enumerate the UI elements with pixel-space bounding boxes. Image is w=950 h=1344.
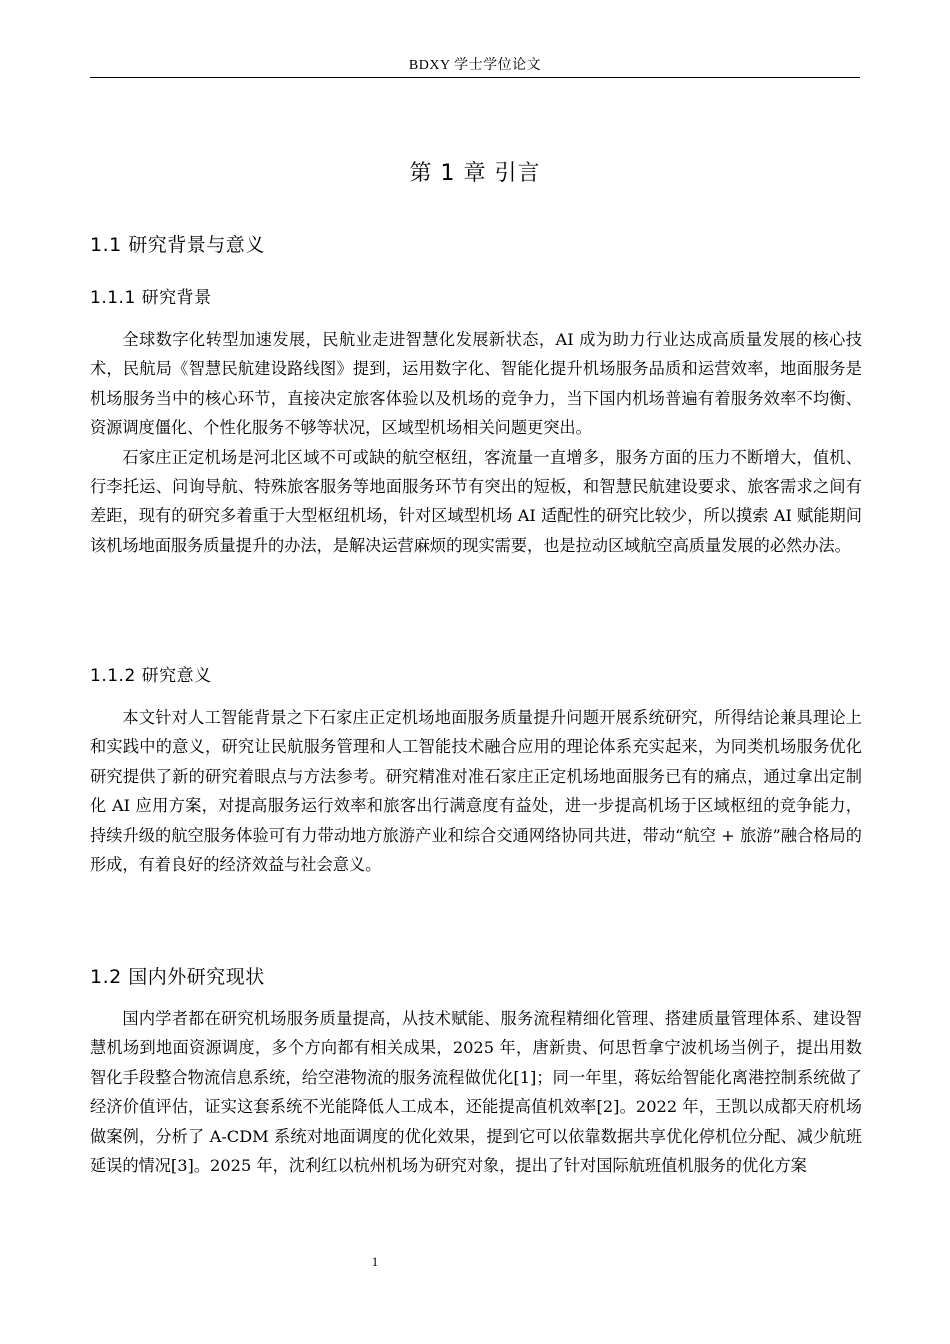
section-heading-1-2: 1.2 国内外研究现状 xyxy=(90,966,265,988)
paragraph: 国内学者都在研究机场服务质量提高，从技术赋能、服务流程精细化管理、搭建质量管理体系、建设智慧机场到地面资源调度，多个方向都有相关成果，2025 年，唐新贵、何思哲拿宁波机场当例子，提出用数智化手段整合物流信息系统，给空港物流的服务流程做优化[1]；同一年里，蒋妘给智能化离港控制系统做了经济价值评估，证实这套系统不光能降低人工成本，还能提高值机效率[2]。2022 年，王凯以成都天府机场做案例，分析了 A-CDM 系统对地面调度的优化效果，提到它可以依靠数据共享优化停机位分配、减少航班延误的情况[3]。2025 年，沈利红以杭州机场为研究对象，提出了针对国际航班值机服务的优化方案 xyxy=(90,1009,862,1176)
paragraph: 本文针对人工智能背景之下石家庄正定机场地面服务质量提升问题开展系统研究，所得结论兼具理论上和实践中的意义，研究让民航服务管理和人工智能技术融合应用的理论体系充实起来，为同类机场服务优化研究提供了新的研究着眼点与方法参考。研究精准对准石家庄正定机场地面服务已有的痛点，通过拿出定制化 AI 应用方案，对提高服务运行效率和旅客出行满意度有益处，进一步提高机场于区域枢纽的竞争能力，持续升级的航空服务体验可有力带动地方旅游产业和综合交通网络协同共进，带动“航空 + 旅游”融合格局的形成，有着良好的经济效益与社会意义。 xyxy=(90,708,862,875)
subsection-1-1-1 xyxy=(90,285,862,311)
section-1-1 xyxy=(90,231,862,259)
subsection-1-1-2 xyxy=(90,663,862,689)
subsection-heading-1-1-1: 1.1.1 研究背景 xyxy=(90,288,212,308)
section-1-2-body xyxy=(90,1004,862,1180)
paragraph: 石家庄正定机场是河北区域不可或缺的航空枢纽，客流量一直增多，服务方面的压力不断增大，值机、行李托运、问询导航、特殊旅客服务等地面服务环节有突出的短板，和智慧民航建设要求、旅客需求之间有差距，现有的研究多着重于大型枢纽机场，针对区域型机场 AI 适配性的研究比较少，所以摸索 AI 赋能期间该机场地面服务质量提升的办法，是解决运营麻烦的现实需要，也是拉动区域航空高质量发展的必然办法。 xyxy=(90,447,862,555)
section-heading-1-1: 1.1 研究背景与意义 xyxy=(90,234,265,256)
page-number: 1 xyxy=(371,1254,379,1269)
subsection-1-1-2-body xyxy=(90,703,862,879)
chapter-title: 第 1 章 引言 xyxy=(409,161,541,186)
section-1-2 xyxy=(90,963,862,991)
subsection-1-1-1-body xyxy=(90,325,862,560)
running-header: BDXY 学士学位论文 xyxy=(408,58,542,73)
header-rule xyxy=(90,77,860,78)
subsection-heading-1-1-2: 1.1.2 研究意义 xyxy=(90,666,212,686)
paragraph: 全球数字化转型加速发展，民航业走进智慧化发展新状态，AI 成为助力行业达成高质量发展的核心技术，民航局《智慧民航建设路线图》提到，运用数字化、智能化提升机场服务品质和运营效率，地面服务是机场服务当中的核心环节，直接决定旅客体验以及机场的竞争力，当下国内机场普遍有着服务效率不均衡、资源调度僵化、个性化服务不够等状况，区域型机场相关问题更突出。 xyxy=(90,330,862,438)
